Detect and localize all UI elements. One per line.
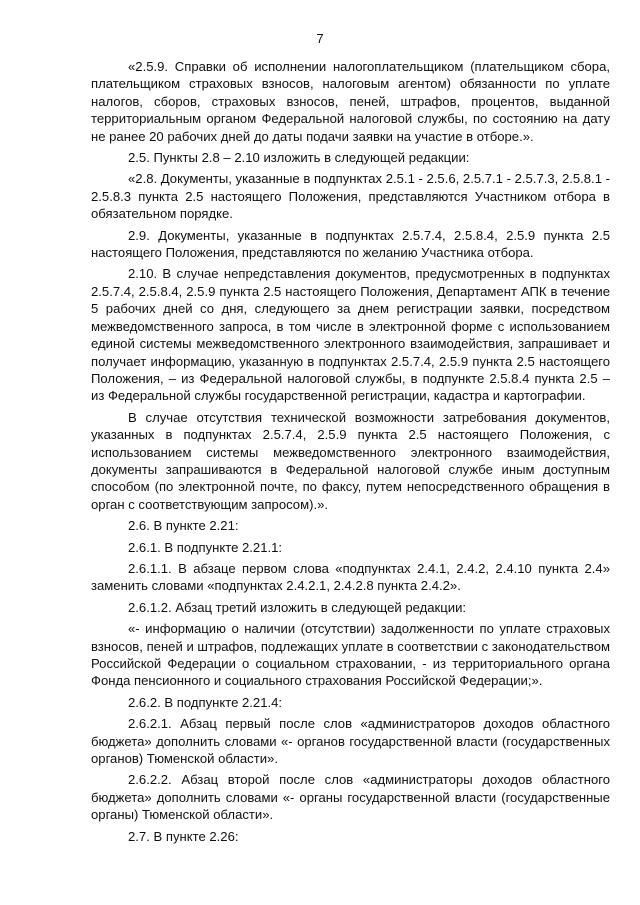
paragraph-2-8: «2.8. Документы, указанные в подпунктах 2.5.1 - 2.5.6, 2.5.7.1 - 2.5.7.3, 2.5.8.1 - 2.5.8.3 пункта 2.5 настоящего Положения, представляются Участником отбора в обязательном порядке.: [91, 171, 610, 222]
paragraph-2-5: 2.5. Пункты 2.8 – 2.10 изложить в следующей редакции:: [128, 150, 470, 166]
paragraph-2-10-continued: В случае отсутствия технической возможности затребования документов, указанных в подпунктах 2.5.7.4, 2.5.9 пункта 2.5 настоящего Положения, с использованием системы межведомственного электронного взаимодействия, документы запрашиваются в Федеральной налоговой службе иным доступным способом (по электронной почте, по факсу, путем непосредственного обращения в орган с соответствующим запросом).».: [91, 409, 610, 512]
paragraph-2-6-1-1: 2.6.1.1. В абзаце первом слова «подпунктах 2.4.1, 2.4.2, 2.4.10 пункта 2.4» заменить словами «подпунктах 2.4.2.1, 2.4.2.8 пункта 2.4.2».: [91, 560, 610, 594]
paragraph-quoted-information: «- информацию о наличии (отсутствии) задолженности по уплате страховых взносов, пеней и штрафов, подлежащих уплате в соответствии с законодательством Российской Федерации о социальном страховании, - из территориального органа Фонда пенсионного и социального страхования Российской Федерации;».: [91, 621, 610, 689]
paragraph-2-5-9: «2.5.9. Справки об исполнении налогоплательщиком (плательщиком сбора, плательщиком страховых взносов, налоговым агентом) обязанности по уплате налогов, сборов, страховых взносов, пеней, штрафов, процентов, выданной территориальным органом Федеральной налоговой службы, по состоянию на дату не ранее 20 рабочих дней до даты подачи заявки на участие в отборе.».: [91, 59, 610, 144]
paragraph-2-6-2-1: 2.6.2.1. Абзац первый после слов «администраторов доходов областного бюджета» дополнить словами «- органов государственной власти (государственных органов) Тюменской области».: [91, 716, 610, 767]
paragraph-2-6-2: 2.6.2. В подпункте 2.21.4:: [128, 694, 283, 710]
paragraph-2-6-2-2: 2.6.2.2. Абзац второй после слов «администраторы доходов областного бюджета» дополнить словами «- органы государственной власти (государственные органы) Тюменской области».: [91, 772, 610, 823]
paragraph-2-7: 2.7. В пункте 2.26:: [128, 828, 239, 844]
page-number: 7: [316, 31, 324, 46]
document-body: [91, 58, 610, 849]
paragraph-2-9: 2.9. Документы, указанные в подпунктах 2.5.7.4, 2.5.8.4, 2.5.9 пункта 2.5 настоящего Положения, представляются по желанию Участника отбора.: [91, 227, 610, 261]
paragraph-2-6-1: 2.6.1. В подпункте 2.21.1:: [128, 539, 283, 555]
paragraph-2-6-1-2: 2.6.1.2. Абзац третий изложить в следующей редакции:: [128, 599, 467, 615]
paragraph-2-10: 2.10. В случае непредставления документов, предусмотренных в подпунктах 2.5.7.4, 2.5.8.4, 2.5.9 пункта 2.5 настоящего Положения, Департамент АПК в течение 5 рабочих дней со дня, следующего за днем регистрации заявки, посредством межведомственного запроса, в том числе в электронной форме с использованием единой системы межведомственного электронного взаимодействия, запрашивает и получает информацию, указанную в подпунктах 2.5.7.4, 2.5.9 пункта 2.5 настоящего Положения, – из Федеральной налоговой службы, в подпункте 2.5.8.4 пункта 2.5 – из Федеральной службы государственной регистрации, кадастра и картографии.: [91, 266, 610, 404]
paragraph-2-6: 2.6. В пункте 2.21:: [128, 518, 239, 534]
